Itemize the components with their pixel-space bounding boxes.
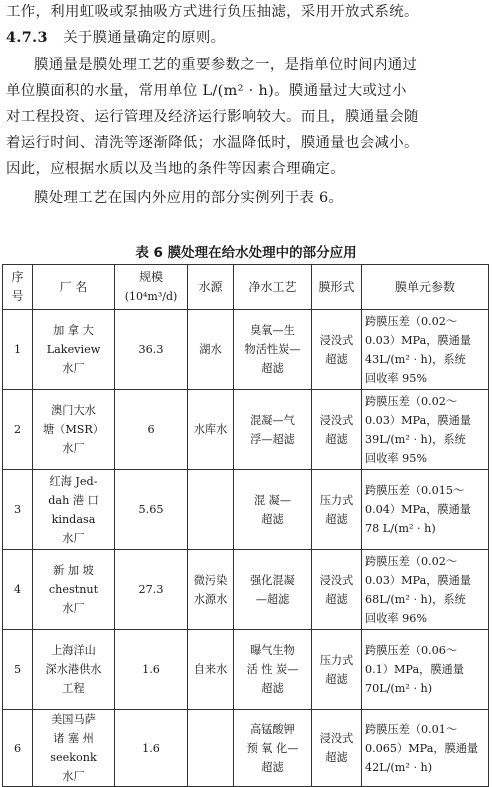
cell-params-line: 0.03）MPa，膜通量	[365, 333, 471, 347]
cell-name-line: 水厂	[62, 602, 85, 615]
cell-name-line: 诸 塞 州	[53, 732, 94, 745]
cell-form-line: 超滤	[325, 352, 348, 366]
table-row	[3, 550, 489, 630]
cell-params-line: 0.1）MPa，膜通量	[365, 663, 464, 676]
cell-process-line: —超滤	[255, 592, 290, 606]
cell-name-line: 水厂	[62, 362, 85, 375]
para1-line-4: 着运行时间、清洗等逐渐降低；水温降低时，膜通量也会减小。	[6, 135, 419, 151]
text-line-1: 工作，利用虹吸或泵抽吸方式进行负压抽滤，采用开放式系统。	[6, 4, 419, 20]
cell-process-line: 强化混凝	[250, 573, 295, 587]
cell-name-line: 水厂	[62, 531, 85, 545]
table-header-row	[3, 265, 489, 310]
cell-params-line: 跨膜压差（0.02～	[365, 554, 458, 568]
cell-name-line: 水厂	[62, 770, 85, 783]
cell-form	[312, 550, 362, 630]
cell-process-line: 超滤	[261, 682, 284, 695]
cell-source: 水库水	[188, 390, 234, 470]
para1-line-1: 膜通量是膜处理工艺的重要参数之一，是指单位时间内通过	[34, 57, 418, 73]
cell-name-line: 水厂	[62, 442, 85, 455]
cell-process	[234, 470, 312, 550]
cell-scale: 5.65	[115, 470, 188, 550]
header-no: 序号	[3, 265, 33, 310]
cell-params-line: 78 L/(m² · h)	[365, 522, 436, 535]
cell-params-line: 跨膜压差（0.02～	[365, 394, 458, 408]
cell-scale: 1.6	[115, 630, 188, 710]
cell-params-line: 42L/(m² · h)	[365, 760, 433, 774]
cell-form-line: 超滤	[325, 592, 348, 606]
header-scale-unit: (10⁴m³/d)	[124, 290, 178, 303]
cell-params-line: 回收率 96%	[365, 611, 427, 625]
cell-source: 湖水	[188, 310, 234, 390]
table-row	[3, 710, 489, 787]
cell-params-line: 39L/(m² · h)，系统	[365, 432, 466, 446]
cell-process	[234, 390, 312, 470]
cell-name	[33, 630, 115, 710]
cell-process-line: 物活性炭—	[244, 343, 301, 356]
table-row	[3, 470, 489, 550]
section-heading	[6, 26, 486, 50]
cell-no: 2	[3, 390, 33, 470]
cell-params-line: 0.03）MPa，膜通量	[365, 413, 471, 427]
cell-name-line: 塘（MSR）	[42, 423, 105, 436]
cell-form	[312, 630, 362, 710]
cell-process-line: 超滤	[261, 760, 284, 774]
cell-name-line: 美国马萨	[51, 713, 96, 726]
cell-scale: 27.3	[115, 550, 188, 630]
cell-source: 自来水	[188, 630, 234, 710]
cell-form	[312, 390, 362, 470]
cell-params-line: 回收率 95%	[365, 371, 427, 385]
cell-no: 1	[3, 310, 33, 390]
cell-form-line: 压力式	[319, 493, 354, 507]
cell-params	[362, 550, 489, 630]
table-row	[3, 390, 489, 470]
cell-form-line: 超滤	[325, 672, 348, 686]
cell-name	[33, 550, 115, 630]
header-process: 净水工艺	[234, 265, 312, 310]
cell-process-line: 预 氧 化—	[246, 741, 299, 755]
cell-process-line: 活 性 炭—	[246, 663, 299, 676]
cell-params-line: 跨膜压差（0.01～	[365, 722, 458, 736]
cell-process-line: 超滤	[261, 362, 284, 375]
cell-no: 5	[3, 630, 33, 710]
cell-params	[362, 390, 489, 470]
cell-name-line: seekonk	[50, 751, 97, 764]
cell-name-line: 红海 Jed-	[49, 474, 98, 488]
cell-source	[188, 470, 234, 550]
cell-name	[33, 390, 115, 470]
cell-form-line: 浸没式	[319, 333, 354, 347]
cell-process-line: 混凝—气	[250, 413, 295, 427]
cell-name	[33, 710, 115, 787]
header-source: 水源	[188, 265, 234, 310]
cell-form-line: 浸没式	[319, 573, 354, 587]
section-title: 关于膜通量确定的原则。	[63, 30, 226, 46]
cell-scale: 6	[115, 390, 188, 470]
cell-name-line: dah 港 口	[48, 493, 99, 507]
cell-process-line: 高锰酸钾	[250, 722, 295, 736]
para1-line-5: 因此，应根据水质以及当地的条件等因素合理确定。	[6, 161, 346, 177]
cell-process	[234, 550, 312, 630]
cell-name-line: 澳门大水	[51, 404, 96, 417]
cell-name-line: 上海洋山	[51, 644, 96, 657]
para1-line-3: 对工程投资、运行管理及经济运行影响较大。而且，膜通量会随	[6, 109, 419, 125]
cell-params-line: 70L/(m² · h)	[365, 682, 433, 695]
cell-params	[362, 630, 489, 710]
cell-name-line: 工程	[62, 682, 85, 695]
cell-params-line: 43L/(m² · h)，系统	[365, 352, 466, 366]
cell-form	[312, 470, 362, 550]
cell-params-line: 0.065）MPa，膜通量	[365, 741, 479, 755]
para1-line-2: 单位膜面积的水量，常用单位 L/(m² · h)。膜通量过大或过小	[6, 83, 407, 99]
cell-form-line: 压力式	[319, 653, 354, 667]
cell-form-line: 超滤	[325, 512, 348, 526]
table-row	[3, 310, 489, 390]
cell-process-line: 混 凝—	[253, 493, 292, 507]
cell-name	[33, 310, 115, 390]
cell-process	[234, 710, 312, 787]
cell-process-line: 曝气生物	[250, 644, 295, 657]
cell-process	[234, 630, 312, 710]
cell-source	[188, 550, 234, 630]
cell-source-line: 微污染	[193, 573, 228, 587]
table-caption: 表 6 膜处理在给水处理中的部分应用	[135, 245, 357, 261]
cell-scale: 36.3	[115, 310, 188, 390]
table-body	[3, 310, 489, 787]
cell-form	[312, 310, 362, 390]
cell-params	[362, 710, 489, 787]
applications-table	[2, 264, 489, 787]
cell-name-line: 加 拿 大	[53, 324, 94, 337]
cell-params	[362, 470, 489, 550]
cell-no: 4	[3, 550, 33, 630]
cell-form	[312, 710, 362, 787]
cell-params-line: 回收率 95%	[365, 451, 427, 465]
cell-source-line: 水源水	[193, 592, 228, 606]
header-scale	[115, 265, 188, 310]
para2: 膜处理工艺在国内外应用的部分实例列于表 6。	[34, 190, 344, 206]
header-scale-title: 规模	[138, 270, 163, 284]
cell-params-line: 跨膜压差（0.06～	[365, 644, 458, 657]
cell-params-line: 跨膜压差（0.015～	[365, 484, 465, 497]
cell-params-line: 68L/(m² · h)，系统	[365, 592, 466, 606]
cell-process-line: 浮—超滤	[250, 432, 295, 446]
cell-form-line: 超滤	[325, 432, 348, 446]
cell-params-line: 0.04）MPa，膜通量	[365, 503, 471, 516]
cell-name-line: kindasa	[51, 512, 96, 526]
table-row	[3, 630, 489, 710]
cell-form-line: 浸没式	[319, 413, 354, 427]
cell-no: 3	[3, 470, 33, 550]
header-params: 膜单元参数	[362, 265, 489, 310]
cell-params-line: 跨膜压差（0.02～	[365, 314, 458, 328]
cell-form-line: 浸没式	[319, 732, 354, 745]
header-form: 膜形式	[312, 265, 362, 310]
cell-name-line: Lakeview	[46, 343, 101, 356]
cell-process	[234, 310, 312, 390]
cell-form-line: 超滤	[325, 751, 348, 764]
cell-name-line: 深水港供水	[45, 663, 102, 676]
header-name: 厂 名	[33, 265, 115, 310]
cell-name-line: 新 加 坡	[53, 564, 94, 577]
cell-source	[188, 710, 234, 787]
cell-no: 6	[3, 710, 33, 787]
cell-name-line: chestnut	[48, 583, 99, 596]
section-number: 4.7.3	[6, 29, 48, 46]
cell-process-line: 超滤	[261, 512, 284, 526]
cell-params-line: 0.03）MPa，膜通量	[365, 573, 471, 587]
cell-name	[33, 470, 115, 550]
cell-params	[362, 310, 489, 390]
cell-process-line: 臭氧—生	[250, 324, 295, 337]
cell-scale: 1.6	[115, 710, 188, 787]
